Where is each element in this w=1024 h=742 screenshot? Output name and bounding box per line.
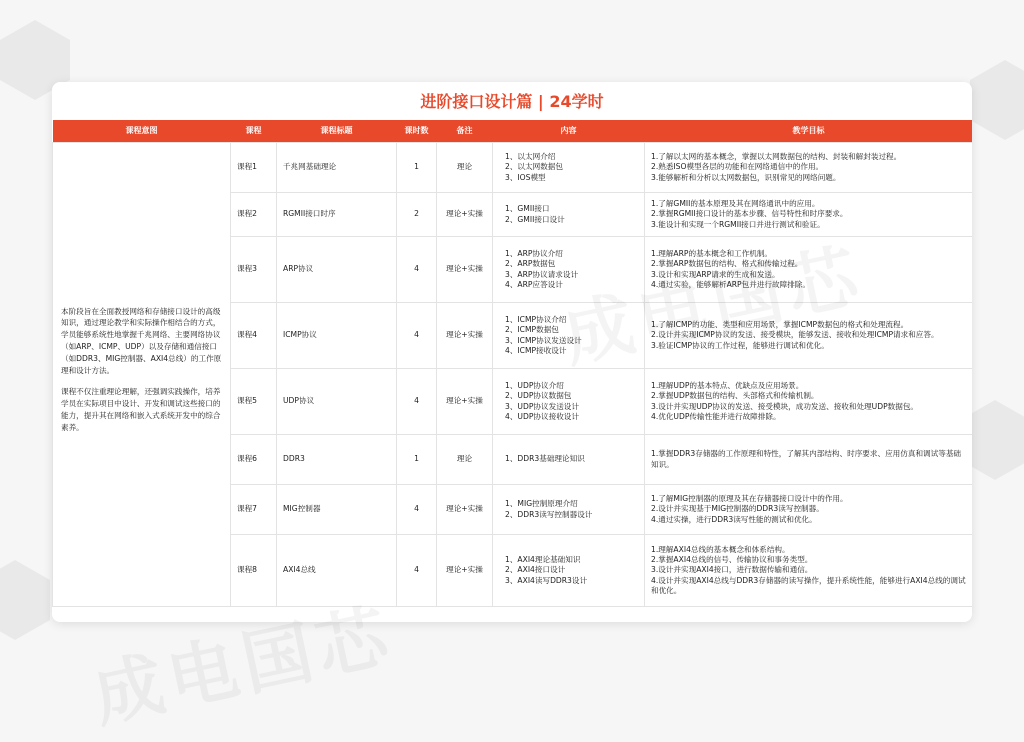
goal-cell xyxy=(645,143,973,193)
goal-item: 1.掌握DDR3存储器的工作原理和特性，了解其内部结构、时序要求、应用仿真和调试等基础知识。 xyxy=(651,449,962,469)
course-cell: 课程4 xyxy=(231,303,277,369)
content-item: 1、以太网介绍 xyxy=(505,152,556,162)
goal-item: 2.熟悉ISO模型各层的功能和在网络通信中的作用。 xyxy=(651,162,824,172)
note-cell: 理论+实操 xyxy=(437,303,493,369)
course-cell: 课程8 xyxy=(231,535,277,607)
header-note: 备注 xyxy=(437,120,493,143)
content-cell xyxy=(493,193,645,237)
background-hexagon xyxy=(970,60,1024,140)
goal-cell xyxy=(645,303,973,369)
hours-cell: 4 xyxy=(397,303,437,369)
hours-cell: 4 xyxy=(397,369,437,435)
topic-cell: RGMII接口时序 xyxy=(277,193,397,237)
goal-cell xyxy=(645,485,973,535)
course-cell: 课程5 xyxy=(231,369,277,435)
header-course: 课程 xyxy=(231,120,277,143)
header-intent: 课程意图 xyxy=(53,120,231,143)
goal-cell xyxy=(645,435,973,485)
course-cell: 课程6 xyxy=(231,435,277,485)
header-topic: 课程标题 xyxy=(277,120,397,143)
goal-item: 3.设计并实现AXI4接口，进行数据传输和通信。 xyxy=(651,565,813,575)
background-hexagon xyxy=(0,560,50,640)
goal-item: 2.掌握UDP数据包的结构、头部格式和传输机制。 xyxy=(651,391,819,401)
content-item: 1、GMII接口 xyxy=(505,204,550,214)
content-item: 1、AXI4理论基础知识 xyxy=(505,555,581,565)
topic-cell: 千兆网基础理论 xyxy=(277,143,397,193)
note-cell: 理论+实操 xyxy=(437,535,493,607)
goal-item: 3.能够解析和分析以太网数据包，识别常见的网络问题。 xyxy=(651,172,841,182)
intent-paragraph: 课程不仅注重理论理解，还强调实践操作，培养学员在实际项目中设计、开发和调试这些接口的能力，提升其在网络和嵌入式系统开发中的综合素养。 xyxy=(61,387,221,432)
topic-cell: UDP协议 xyxy=(277,369,397,435)
note-cell: 理论+实操 xyxy=(437,369,493,435)
content-item: 4、UDP协议接收设计 xyxy=(505,411,579,421)
goal-item: 2.设计并实现基于MIG控制器的DDR3读写控制器。 xyxy=(651,504,824,514)
content-item: 4、ARP应答设计 xyxy=(505,279,563,289)
content-item: 4、ICMP接收设计 xyxy=(505,345,567,355)
content-item: 2、GMII接口设计 xyxy=(505,214,565,224)
topic-cell: AXI4总线 xyxy=(277,535,397,607)
content-item: 2、UDP协议数据包 xyxy=(505,391,572,401)
topic-cell: DDR3 xyxy=(277,435,397,485)
content-item: 3、UDP协议发送设计 xyxy=(505,401,579,411)
goal-item: 4.设计并实现AXI4总线与DDR3存储器的读写操作，提升系统性能，能够进行AXI4总线的调试和优化。 xyxy=(651,575,966,595)
course-cell: 课程1 xyxy=(231,143,277,193)
goal-item: 2.掌握RGMII接口设计的基本步骤、信号特性和时序要求。 xyxy=(651,209,848,219)
goal-item: 4.通过实验，能够解析ARP包并进行故障排除。 xyxy=(651,279,810,289)
goal-item: 2.设计并实现ICMP协议的发送、接受模块，能够发送、接收和处理ICMP请求和应答。 xyxy=(651,330,939,340)
goal-cell xyxy=(645,369,973,435)
content-cell xyxy=(493,485,645,535)
note-cell: 理论+实操 xyxy=(437,485,493,535)
note-cell: 理论 xyxy=(437,143,493,193)
note-cell: 理论+实操 xyxy=(437,193,493,237)
hours-cell: 1 xyxy=(397,435,437,485)
table-row xyxy=(53,143,973,193)
course-table xyxy=(52,120,972,607)
goal-item: 1.了解GMII的基本原理及其在网络通讯中的应用。 xyxy=(651,199,820,209)
goal-item: 2.掌握ARP数据包的结构、格式和传输过程。 xyxy=(651,259,803,269)
goal-item: 1.理解UDP的基本特点、优缺点及应用场景。 xyxy=(651,381,804,390)
content-item: 1、DDR3基础理论知识 xyxy=(505,454,585,464)
goal-item: 1.了解以太网的基本概念，掌握以太网数据包的结构、封装和解封装过程。 xyxy=(651,152,902,162)
goal-item: 1.理解ARP的基本概念和工作机制。 xyxy=(651,249,773,258)
course-cell: 课程2 xyxy=(231,193,277,237)
content-cell xyxy=(493,369,645,435)
goal-cell xyxy=(645,535,973,607)
content-cell xyxy=(493,303,645,369)
content-cell xyxy=(493,237,645,303)
goal-item: 1.了解MIG控制器的原理及其在存储器接口设计中的作用。 xyxy=(651,494,848,504)
content-item: 3、ICMP协议发送设计 xyxy=(505,335,582,345)
topic-cell: ARP协议 xyxy=(277,237,397,303)
goal-item: 4.通过实操，进行DDR3读写性能的测试和优化。 xyxy=(651,514,817,524)
hours-cell: 2 xyxy=(397,193,437,237)
content-cell xyxy=(493,535,645,607)
goal-cell xyxy=(645,237,973,303)
hours-cell: 1 xyxy=(397,143,437,193)
content-cell xyxy=(493,435,645,485)
course-cell: 课程3 xyxy=(231,237,277,303)
course-table-card xyxy=(52,82,972,622)
header-content: 内容 xyxy=(493,120,645,143)
table-header-row xyxy=(53,120,973,143)
note-cell: 理论+实操 xyxy=(437,237,493,303)
course-intent-cell xyxy=(53,143,231,607)
hours-cell: 4 xyxy=(397,485,437,535)
content-item: 1、UDP协议介绍 xyxy=(505,381,564,390)
goal-item: 4.优化UDP传输性能并进行故障排除。 xyxy=(651,411,781,421)
goal-item: 3.设计并实现UDP协议的发送、接受模块，成功发送、接收和处理UDP数据包。 xyxy=(651,401,919,411)
goal-item: 3.验证ICMP协议的工作过程，能够进行调试和优化。 xyxy=(651,340,829,350)
content-cell xyxy=(493,143,645,193)
content-item: 3、ARP协议请求设计 xyxy=(505,269,579,279)
goal-item: 1.了解ICMP的功能、类型和应用场景，掌握ICMP数据包的格式和处理流程。 xyxy=(651,320,909,330)
page-title: 进阶接口设计篇 | 24学时 xyxy=(420,92,604,111)
topic-cell: MIG控制器 xyxy=(277,485,397,535)
content-item: 1、ICMP协议介绍 xyxy=(505,315,567,324)
goal-item: 3.能设计和实现一个RGMII接口并进行测试和验证。 xyxy=(651,219,825,229)
topic-cell: ICMP协议 xyxy=(277,303,397,369)
goal-item: 3.设计和实现ARP请求的生成和发送。 xyxy=(651,269,780,279)
header-hours: 课时数 xyxy=(397,120,437,143)
content-item: 3、IOS模型 xyxy=(505,172,546,182)
note-cell: 理论 xyxy=(437,435,493,485)
header-goal: 教学目标 xyxy=(645,120,973,143)
content-item: 2、ICMP数据包 xyxy=(505,325,559,335)
goal-cell xyxy=(645,193,973,237)
content-item: 2、ARP数据包 xyxy=(505,259,556,269)
content-item: 2、以太网数据包 xyxy=(505,162,563,172)
content-item: 1、ARP协议介绍 xyxy=(505,249,563,258)
goal-item: 1.理解AXI4总线的基本概念和体系结构。 xyxy=(651,544,790,554)
content-item: 1、MIG控制原理介绍 xyxy=(505,499,578,509)
content-item: 3、AXI4读写DDR3设计 xyxy=(505,575,588,585)
content-item: 2、DDR3读写控制器设计 xyxy=(505,509,593,519)
course-cell: 课程7 xyxy=(231,485,277,535)
hours-cell: 4 xyxy=(397,237,437,303)
intent-paragraph: 本阶段旨在全面教授网络和存储接口设计的高级知识，通过理论教学和实际操作相结合的方式，学员能够系统性地掌握千兆网络、主要网络协议（如ARP、ICMP、UDP）以及存储和通信接口（如DDR3、MIG控制器、AXI4总线）的工作原理和设计方法。 xyxy=(61,306,222,375)
goal-item: 2.掌握AXI4总线的信号、传输协议和事务类型。 xyxy=(651,555,813,565)
content-item: 2、AXI4接口设计 xyxy=(505,565,566,575)
hours-cell: 4 xyxy=(397,535,437,607)
